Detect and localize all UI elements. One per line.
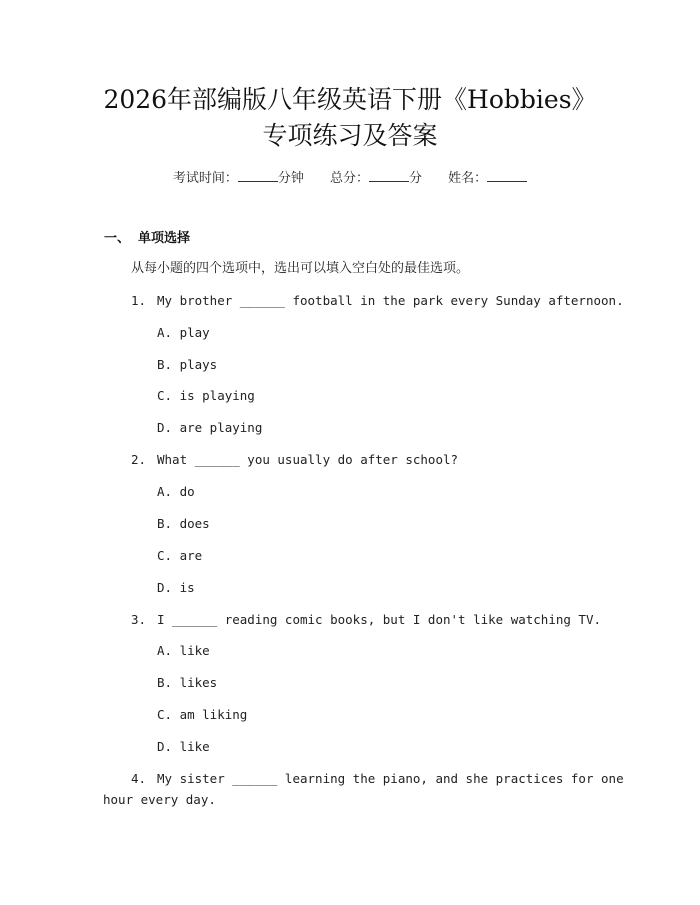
student-name-blank [487,168,527,182]
answer-option: A. play [157,325,210,340]
answer-option: D. are playing [157,420,263,435]
total-score-field [330,171,426,186]
answer-option: D. like [157,739,210,754]
exam-time-label: 考试时间： [172,171,238,186]
student-name-field [448,171,527,186]
question-text: What ______ you usually do after school? [157,452,459,467]
exam-time-unit: 分钟 [277,171,304,186]
answer-option: A. do [157,484,195,499]
total-score-blank [369,168,409,182]
answer-option: C. am liking [157,707,248,722]
answer-option: A. like [157,643,210,658]
section-title: 单项选择 [138,231,191,246]
section-number: 一、 [104,231,131,246]
exam-time-blank [238,168,278,182]
question-text: I ______ reading comic books, but I don't like watching TV. [157,612,602,627]
document-title-line-2: 专项练习及答案 [262,121,438,150]
section-heading [104,229,190,249]
document-title-line-1: 2026年部编版八年级英语下册《Hobbies》 [103,85,597,114]
answer-option: D. is [157,580,195,595]
question-text-continuation: hour every day. [103,792,216,807]
question-number: 3. [131,612,147,627]
answer-option: B. likes [157,675,218,690]
student-name-label: 姓名： [448,171,488,186]
exam-time-field [173,171,308,186]
answer-option: B. does [157,516,210,531]
answer-option: C. is playing [157,388,255,403]
question-number: 4. [131,771,147,786]
question-text: My brother ______ football in the park every Sunday afternoon. [157,293,624,308]
question-number: 1. [131,293,147,308]
total-score-unit: 分 [409,171,423,186]
section-instruction: 从每小题的四个选项中，选出可以填入空白处的最佳选项。 [131,261,470,276]
total-score-label: 总分： [329,171,369,186]
question-number: 2. [131,452,147,467]
exam-info-row [0,168,700,189]
answer-option: B. plays [157,357,218,372]
question-text: My sister ______ learning the piano, and she practices for one [157,771,624,786]
answer-option: C. are [157,548,203,563]
